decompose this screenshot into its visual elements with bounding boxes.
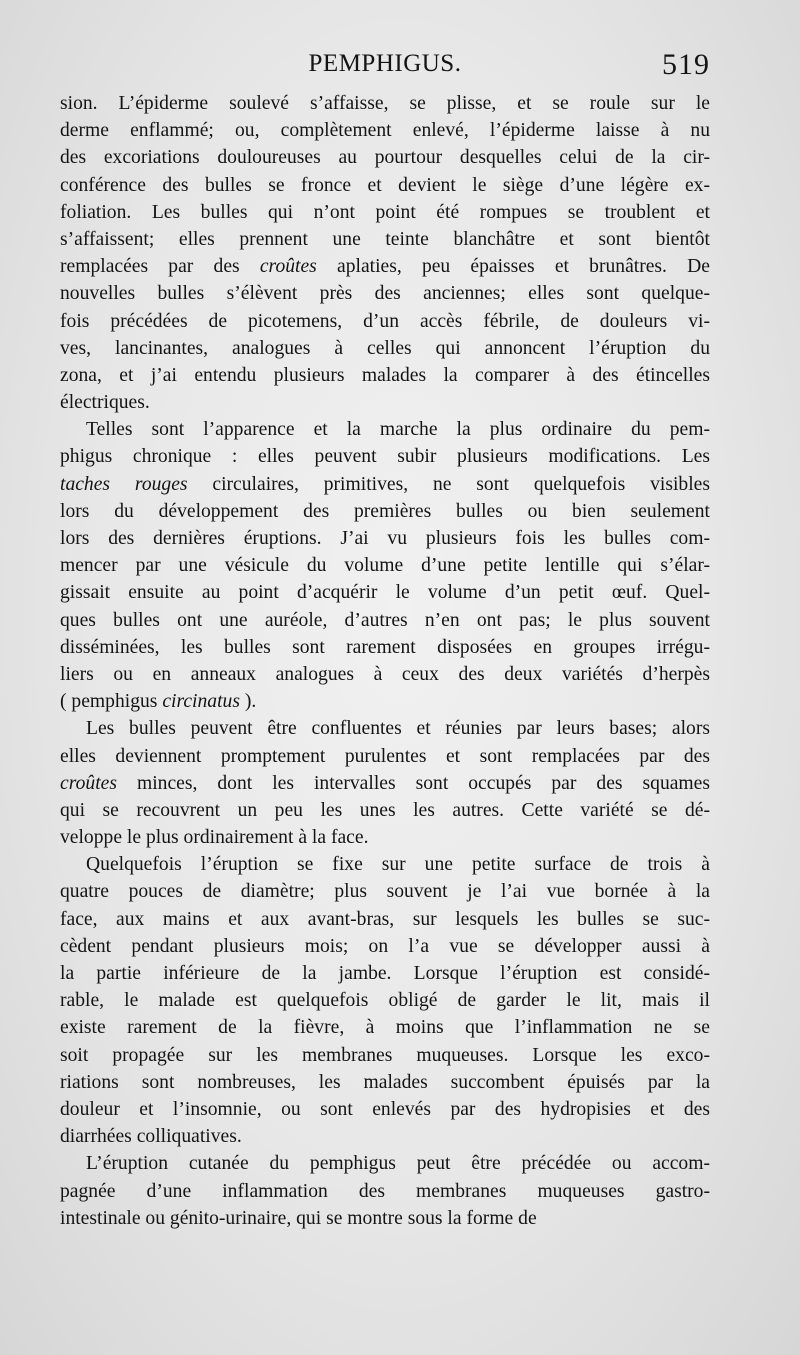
text-line: lors des dernières éruptions. J’ai vu plusieurs fois les bulles com-: [60, 528, 710, 549]
text-line: disséminées, les bulles sont rarement disposées en groupes irrégu-: [60, 636, 710, 658]
italic-term: croûtes: [60, 772, 117, 794]
text-line: électriques.: [60, 392, 150, 414]
text-line: ( pemphigus circinatus ).: [60, 691, 257, 713]
text-line: mencer par une vésicule du volume d’une petite lentille qui s’élar-: [60, 555, 710, 577]
text-line: foliation. Les bulles qui n’ont point été rompues se troublent et: [60, 201, 710, 223]
text-line: fois précédées de picotemens, d’un accès fébrile, de douleurs vi-: [60, 310, 710, 332]
page-number: 519: [662, 48, 710, 81]
text-line: L’éruption cutanée du pemphigus peut être précédée ou accom-: [86, 1153, 710, 1175]
text-line: croûtes minces, dont les intervalles sont occupés par des squames: [60, 772, 710, 794]
text-line: taches rouges circulaires, primitives, ne sont quelquefois visibles: [60, 473, 710, 495]
paragraph: [60, 851, 710, 1150]
text-line: liers ou en anneaux analogues à ceux des deux variétés d’herpès: [60, 663, 710, 685]
text-line: Quelquefois l’éruption se fixe sur une petite surface de trois à: [86, 854, 710, 876]
text-line: conférence des bulles se fronce et devient le siège d’une légère ex-: [60, 174, 710, 196]
text-line: ques bulles ont une auréole, d’autres n’en ont pas; le plus souvent: [60, 609, 710, 631]
text-line: intestinale ou génito-urinaire, qui se montre sous la forme de: [60, 1207, 537, 1229]
text-line: existe rarement de la fièvre, à moins que l’inflammation ne se: [60, 1017, 710, 1039]
text-line: phigus chronique : elles peuvent subir plusieurs modifications. Les: [60, 446, 710, 468]
italic-term: croûtes: [259, 256, 317, 278]
text-line: s’affaissent; elles prennent une teinte blanchâtre et sont bientôt: [60, 228, 710, 250]
running-head: PEMPHIGUS.: [308, 50, 462, 77]
text-line: gissait ensuite au point d’acquérir le volume d’un petit œuf. Quel-: [60, 582, 710, 604]
body-text: [60, 90, 710, 1232]
text-line: pagnée d’une inflammation des membranes muqueuses gastro-: [60, 1180, 710, 1202]
text-line: cèdent pendant plusieurs mois; on l’a vue se développer aussi à: [60, 935, 710, 957]
paragraph: [60, 416, 710, 715]
page-header: [60, 46, 710, 86]
text-line: Telles sont l’apparence et la marche la plus ordinaire du pem-: [86, 419, 710, 441]
text-line: des excoriations douloureuses au pourtour desquelles celui de la cir-: [60, 147, 710, 169]
paragraph: [60, 1150, 710, 1232]
text-line: quatre pouces de diamètre; plus souvent je l’ai vue bornée à la: [60, 881, 710, 903]
text-line: ves, lancinantes, analogues à celles qui annoncent l’éruption du: [60, 337, 710, 359]
italic-term: circinatus: [162, 691, 240, 713]
text-line: soit propagée sur les membranes muqueuses. Lorsque les exco-: [60, 1044, 710, 1066]
text-line: elles deviennent promptement purulentes et sont remplacées par des: [60, 745, 710, 767]
paragraph: [60, 715, 710, 851]
text-line: lors du développement des premières bulles ou bien seulement: [60, 500, 710, 522]
text-line: douleur et l’insomnie, ou sont enlevés par des hydropisies et des: [60, 1098, 710, 1120]
text-line: derme enflammé; ou, complètement enlevé, l’épiderme laisse à nu: [60, 120, 710, 142]
text-line: zona, et j’ai entendu plusieurs malades la comparer à des étincelles: [60, 364, 710, 386]
italic-term: taches rouges: [60, 473, 188, 495]
text-line: Les bulles peuvent être confluentes et réunies par leurs bases; alors: [86, 718, 710, 740]
text-line: la partie inférieure de la jambe. Lorsque l’éruption est considé-: [60, 963, 710, 984]
text-line: qui se recouvrent un peu les unes les autres. Cette variété se dé-: [60, 799, 710, 821]
text-line: diarrhées colliquatives.: [60, 1126, 242, 1148]
text-line: remplacées par des croûtes aplaties, peu épaisses et brunâtres. De: [60, 256, 710, 278]
text-line: sion. L’épiderme soulevé s’affaisse, se plisse, et se roule sur le: [60, 93, 710, 114]
text-line: nouvelles bulles s’élèvent près des anciennes; elles sont quelque-: [60, 283, 710, 305]
text-line: riations sont nombreuses, les malades succombent épuisés par la: [60, 1071, 710, 1093]
text-line: face, aux mains et aux avant-bras, sur lesquels les bulles se suc-: [60, 908, 710, 930]
text-line: veloppe le plus ordinairement à la face.: [60, 827, 369, 849]
text-line: rable, le malade est quelquefois obligé de garder le lit, mais il: [60, 990, 710, 1012]
paragraph: [60, 90, 710, 416]
